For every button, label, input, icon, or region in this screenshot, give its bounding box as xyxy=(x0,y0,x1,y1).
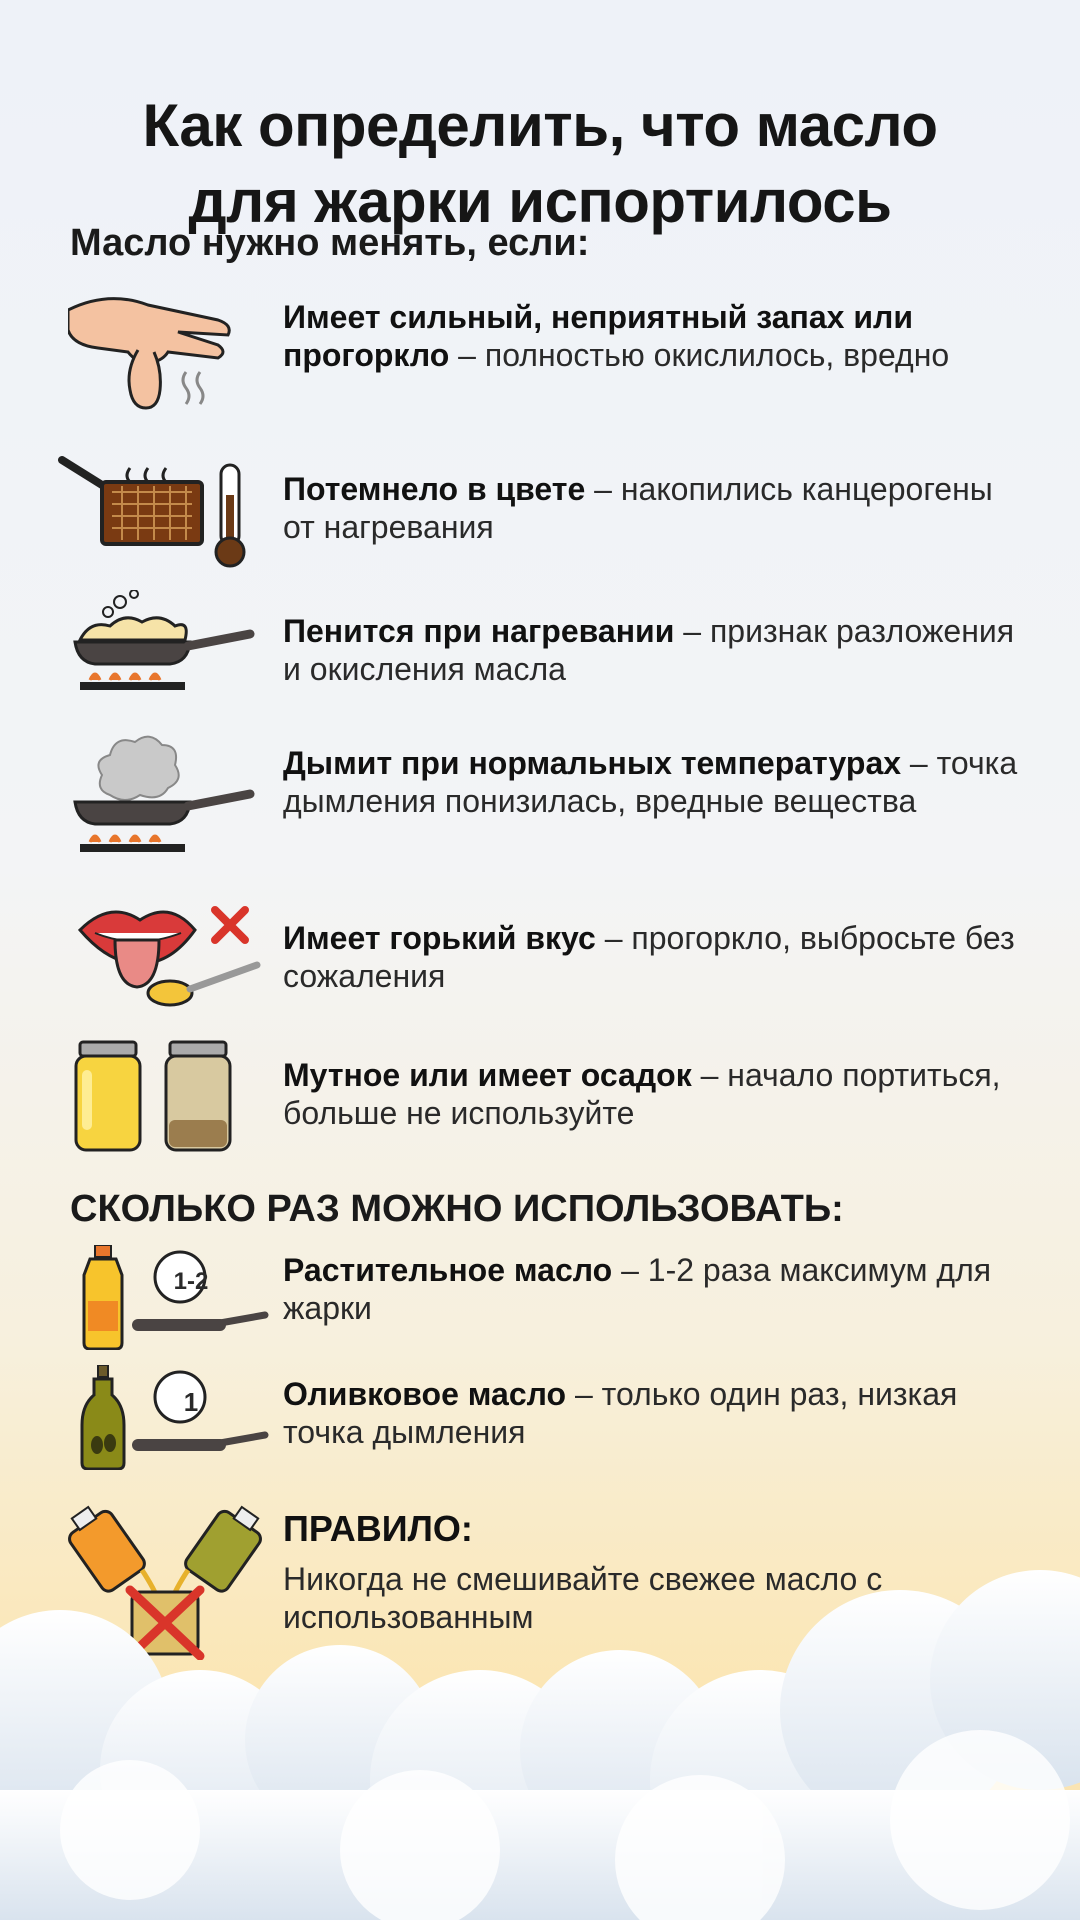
section-title-change: Масло нужно менять, если: xyxy=(70,222,590,264)
section-title-usage: СКОЛЬКО РАЗ МОЖНО ИСПОЛЬЗОВАТЬ: xyxy=(70,1188,844,1230)
clouds-decoration xyxy=(0,1560,1080,1920)
hand-smell-icon xyxy=(68,290,238,420)
page-title xyxy=(0,88,1080,240)
bitter-taste-icon xyxy=(75,895,265,1015)
rule-text: Никогда не смешивайте свежее масло с использованным xyxy=(283,1561,883,1635)
sign-text: Имеет горький вкус – прогоркло, выбросьте без сожаления xyxy=(283,920,1015,994)
usage-count-badge: 1 xyxy=(183,1387,199,1417)
cloudy-jars-icon xyxy=(72,1040,247,1155)
usage-text: Растительное масло – 1-2 раза максимум для жарки xyxy=(283,1252,992,1326)
fryer-thermometer-icon xyxy=(58,440,258,570)
sign-text: Мутное или имеет осадок – начало портиться, больше не используйте xyxy=(283,1057,1001,1131)
sign-text: Пенится при нагревании – признак разложения и окисления масла xyxy=(283,613,1015,687)
sign-text: Потемнело в цвете – накопились канцерогены от нагревания xyxy=(283,471,993,545)
sign-text: Имеет сильный, неприятный запах или прогоркло – полностью окислилось, вредно xyxy=(283,299,950,373)
usage-count-badge: 1-2 xyxy=(173,1268,209,1295)
title-line-1: Как определить, что масло xyxy=(142,92,938,160)
title-line-2: для жарки испортилось xyxy=(188,168,892,236)
usage-text: Оливковое масло – только один раз, низкая точка дымления xyxy=(283,1376,958,1450)
smoking-pan-icon xyxy=(70,730,260,865)
foaming-pan-icon xyxy=(70,590,260,705)
sign-text: Дымит при нормальных температурах – точка дымления понизилась, вредные вещества xyxy=(283,745,1018,819)
rule-title: ПРАВИЛО: xyxy=(283,1508,473,1549)
